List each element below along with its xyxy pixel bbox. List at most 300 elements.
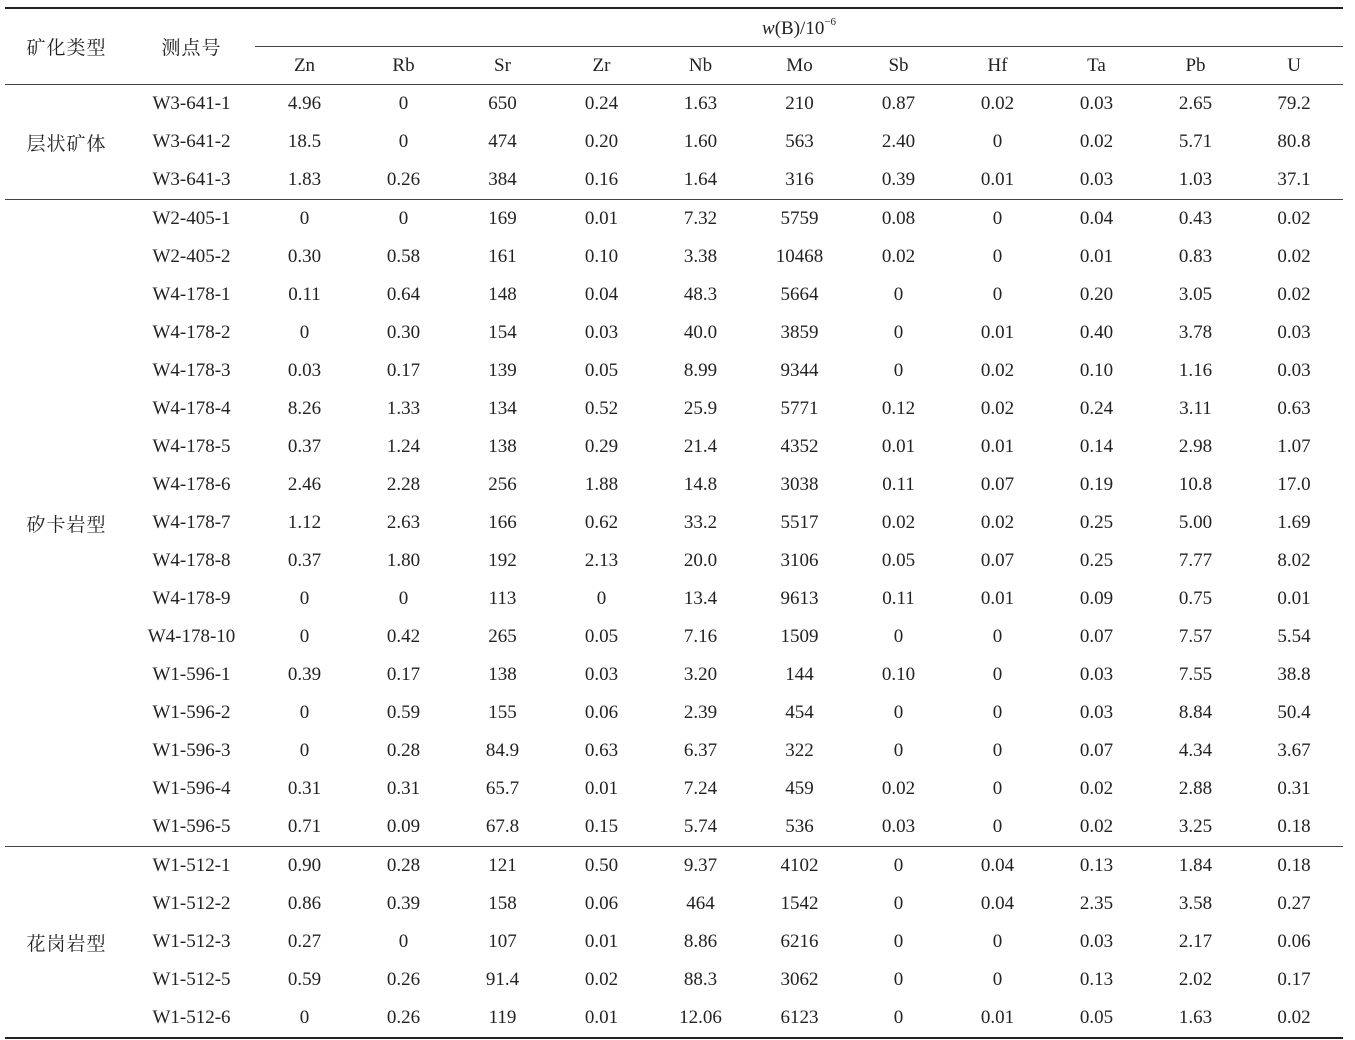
table-row <box>5 961 1343 999</box>
value-cell-mo: 3062 <box>780 969 819 990</box>
value-cell-zr: 0.06 <box>584 702 619 723</box>
value-cell-sr: 256 <box>488 474 517 495</box>
value-cell-zr: 0.62 <box>584 512 619 533</box>
value-cell-mo: 5517 <box>780 512 819 533</box>
point-id-cell: W4-178-10 <box>147 626 236 647</box>
table-row <box>5 885 1343 923</box>
table-row <box>5 390 1343 428</box>
value-cell-mo: 3038 <box>780 474 819 495</box>
value-cell-nb: 1.63 <box>651 85 750 124</box>
value-cell-mo: 3859 <box>780 322 819 343</box>
point-id-cell: W1-512-6 <box>128 999 255 1038</box>
value-cell-nb: 88.3 <box>683 969 718 990</box>
value-cell-pb: 7.55 <box>1178 664 1213 685</box>
value-cell-sr: 91.4 <box>485 969 520 990</box>
element-header-sr: Sr <box>453 47 552 85</box>
value-cell-u: 0.03 <box>1277 322 1311 343</box>
value-cell-pb: 5.00 <box>1178 512 1213 533</box>
value-cell-u: 3.67 <box>1277 740 1311 761</box>
table-row <box>5 808 1343 847</box>
point-number-header: 测点号 <box>128 8 255 85</box>
value-cell-sr: 138 <box>488 436 517 457</box>
value-cell-sr: 384 <box>488 169 517 190</box>
value-cell-u: 1.07 <box>1277 436 1311 457</box>
value-cell-zr: 0.50 <box>552 847 651 886</box>
value-cell-rb: 0.26 <box>354 999 453 1038</box>
element-header-pb: Pb <box>1146 47 1245 85</box>
value-cell-u: 37.1 <box>1277 169 1311 190</box>
value-cell-hf: 0 <box>992 740 1003 761</box>
value-cell-sr: 474 <box>488 131 517 152</box>
table-row <box>5 428 1343 466</box>
value-cell-zr: 0.05 <box>584 360 619 381</box>
value-cell-nb: 40.0 <box>683 322 718 343</box>
value-cell-nb: 7.32 <box>651 200 750 239</box>
value-cell-zn: 0.37 <box>287 550 322 571</box>
value-cell-zn: 0.39 <box>287 664 322 685</box>
value-cell-mo: 4102 <box>750 847 849 886</box>
value-cell-ta: 0.03 <box>1079 664 1114 685</box>
table-row <box>5 85 1343 124</box>
value-cell-u: 50.4 <box>1277 702 1311 723</box>
value-cell-u: 0.01 <box>1277 588 1311 609</box>
value-cell-mo: 1542 <box>780 893 819 914</box>
value-cell-zr: 0.01 <box>552 999 651 1038</box>
value-cell-ta: 0.07 <box>1079 626 1114 647</box>
value-cell-ta: 0.02 <box>1079 778 1114 799</box>
value-cell-nb: 5.74 <box>683 816 718 837</box>
value-cell-rb: 0.09 <box>386 816 421 837</box>
value-cell-hf: 0.02 <box>980 360 1015 381</box>
table-row <box>5 238 1343 276</box>
value-cell-zn: 0 <box>299 322 310 343</box>
value-cell-u: 0.02 <box>1277 284 1311 305</box>
value-cell-hf: 0 <box>992 626 1003 647</box>
value-cell-zn: 0.37 <box>287 436 322 457</box>
value-cell-mo: 5759 <box>750 200 849 239</box>
value-cell-zr: 2.13 <box>584 550 619 571</box>
value-cell-sr: 169 <box>453 200 552 239</box>
value-cell-zn: 4.96 <box>255 85 354 124</box>
value-cell-hf: 0.04 <box>948 847 1047 886</box>
value-cell-sr: 166 <box>488 512 517 533</box>
value-cell-zn: 0.90 <box>255 847 354 886</box>
value-cell-ta: 2.35 <box>1079 893 1114 914</box>
value-cell-sr: 155 <box>488 702 517 723</box>
value-cell-zr: 0.01 <box>552 200 651 239</box>
value-cell-zr: 0.03 <box>584 664 619 685</box>
value-cell-pb: 3.05 <box>1178 284 1213 305</box>
mineralization-type-cell: 矽卡岩型 <box>5 200 128 847</box>
value-cell-pb: 7.77 <box>1178 550 1213 571</box>
value-cell-rb: 0.28 <box>354 847 453 886</box>
table-row <box>5 923 1343 961</box>
value-cell-hf: 0.02 <box>980 398 1015 419</box>
value-cell-u: 0.18 <box>1277 816 1311 837</box>
value-cell-mo: 454 <box>785 702 814 723</box>
value-cell-rb: 0.58 <box>386 246 421 267</box>
value-cell-zn: 1.12 <box>287 512 322 533</box>
element-header-ta: Ta <box>1047 47 1146 85</box>
value-cell-sr: 139 <box>488 360 517 381</box>
point-id-cell: W3-641-3 <box>152 169 231 190</box>
element-header-u: U <box>1245 47 1343 85</box>
value-cell-nb: 33.2 <box>683 512 718 533</box>
value-cell-rb: 0 <box>398 931 409 952</box>
value-cell-zr: 0.05 <box>584 626 619 647</box>
value-cell-zn: 0 <box>255 999 354 1038</box>
table-row <box>5 200 1343 239</box>
unit-w: w <box>762 17 775 39</box>
value-cell-nb: 25.9 <box>683 398 718 419</box>
value-cell-pb: 2.02 <box>1178 969 1213 990</box>
value-cell-nb: 20.0 <box>683 550 718 571</box>
point-id-cell: W4-178-5 <box>152 436 231 457</box>
value-cell-hf: 0.07 <box>980 474 1015 495</box>
value-cell-pb: 3.78 <box>1178 322 1213 343</box>
value-cell-nb: 8.99 <box>683 360 718 381</box>
value-cell-hf: 0.04 <box>980 893 1015 914</box>
value-cell-hf: 0 <box>992 969 1003 990</box>
value-cell-rb: 1.33 <box>386 398 421 419</box>
value-cell-pb: 10.8 <box>1178 474 1213 495</box>
value-cell-ta: 0.03 <box>1079 931 1114 952</box>
point-id-cell: W1-596-5 <box>152 816 231 837</box>
point-id-cell: W1-512-5 <box>152 969 231 990</box>
value-cell-hf: 0 <box>992 778 1003 799</box>
value-cell-hf: 0.07 <box>980 550 1015 571</box>
value-cell-sr: 148 <box>488 284 517 305</box>
point-id-cell: W1-596-3 <box>152 740 231 761</box>
value-cell-hf: 0 <box>992 816 1003 837</box>
value-cell-rb: 0.31 <box>386 778 421 799</box>
value-cell-ta: 0.03 <box>1079 169 1114 190</box>
value-cell-ta: 0.01 <box>1079 246 1114 267</box>
value-cell-ta: 0.09 <box>1079 588 1114 609</box>
value-cell-sb: 0 <box>893 284 904 305</box>
value-cell-nb: 464 <box>686 893 715 914</box>
value-cell-sr: 134 <box>488 398 517 419</box>
point-id-cell: W3-641-1 <box>128 85 255 124</box>
value-cell-zn: 0.11 <box>288 284 321 305</box>
value-cell-hf: 0 <box>992 702 1003 723</box>
value-cell-zr: 0.06 <box>584 893 619 914</box>
value-cell-zn: 0.71 <box>287 816 322 837</box>
value-cell-hf: 0.01 <box>980 436 1015 457</box>
value-cell-zn: 0 <box>299 740 310 761</box>
point-id-cell: W4-178-6 <box>152 474 231 495</box>
value-cell-ta: 0.07 <box>1079 740 1114 761</box>
value-cell-hf: 0.02 <box>948 85 1047 124</box>
value-cell-mo: 316 <box>785 169 814 190</box>
table-row <box>5 542 1343 580</box>
value-cell-sr: 121 <box>453 847 552 886</box>
element-header-zr: Zr <box>552 47 651 85</box>
value-cell-zr: 0.16 <box>584 169 619 190</box>
value-cell-pb: 1.84 <box>1146 847 1245 886</box>
table-row <box>5 504 1343 542</box>
value-cell-zn: 0.03 <box>287 360 322 381</box>
value-cell-hf: 0.02 <box>980 512 1015 533</box>
value-cell-rb: 1.24 <box>386 436 421 457</box>
element-header-mo: Mo <box>750 47 849 85</box>
value-cell-nb: 13.4 <box>683 588 718 609</box>
value-cell-u: 0.06 <box>1277 931 1311 952</box>
value-cell-pb: 0.83 <box>1178 246 1213 267</box>
value-cell-sr: 67.8 <box>485 816 520 837</box>
value-cell-sb: 0.02 <box>881 246 916 267</box>
value-cell-rb: 2.63 <box>386 512 421 533</box>
value-cell-sr: 161 <box>488 246 517 267</box>
value-cell-u: 17.0 <box>1277 474 1311 495</box>
value-cell-sb: 0.05 <box>881 550 916 571</box>
value-cell-pb: 3.11 <box>1179 398 1212 419</box>
point-id-cell: W4-178-8 <box>152 550 231 571</box>
value-cell-rb: 2.28 <box>386 474 421 495</box>
value-cell-sb: 0.01 <box>881 436 916 457</box>
value-cell-rb: 0.26 <box>386 169 421 190</box>
value-cell-hf: 0 <box>992 931 1003 952</box>
value-cell-sr: 119 <box>453 999 552 1038</box>
point-id-cell: W4-178-9 <box>152 588 231 609</box>
value-cell-rb: 0.42 <box>386 626 421 647</box>
value-cell-rb: 0.30 <box>386 322 421 343</box>
value-cell-nb: 7.24 <box>683 778 718 799</box>
mineralization-type-cell: 花岗岩型 <box>5 847 128 1039</box>
element-header-nb: Nb <box>651 47 750 85</box>
value-cell-mo: 459 <box>785 778 814 799</box>
value-cell-ta: 0.02 <box>1079 131 1114 152</box>
value-cell-hf: 0.01 <box>948 999 1047 1038</box>
point-id-cell: W4-178-7 <box>152 512 231 533</box>
value-cell-nb: 1.64 <box>683 169 718 190</box>
value-cell-mo: 322 <box>785 740 814 761</box>
value-cell-zr: 1.88 <box>584 474 619 495</box>
value-cell-rb: 0.28 <box>386 740 421 761</box>
value-cell-hf: 0 <box>992 246 1003 267</box>
value-cell-rb: 0 <box>354 200 453 239</box>
value-cell-sr: 154 <box>488 322 517 343</box>
trace-element-table <box>5 7 1343 1039</box>
value-cell-pb: 1.16 <box>1178 360 1213 381</box>
value-cell-rb: 0.39 <box>386 893 421 914</box>
value-cell-sb: 0.11 <box>882 474 915 495</box>
value-cell-ta: 0.14 <box>1079 436 1114 457</box>
table-row <box>5 276 1343 314</box>
value-cell-mo: 6123 <box>750 999 849 1038</box>
value-cell-nb: 1.60 <box>683 131 718 152</box>
value-cell-zn: 0 <box>299 588 310 609</box>
value-cell-sb: 0 <box>893 931 904 952</box>
value-cell-pb: 1.03 <box>1178 169 1213 190</box>
value-cell-rb: 0 <box>398 588 409 609</box>
value-cell-zn: 0 <box>255 200 354 239</box>
value-cell-zr: 0.02 <box>584 969 619 990</box>
value-cell-u: 0.18 <box>1245 847 1343 886</box>
point-id-cell: W4-178-4 <box>152 398 231 419</box>
value-cell-sr: 650 <box>453 85 552 124</box>
value-cell-u: 0.27 <box>1277 893 1311 914</box>
value-cell-mo: 536 <box>785 816 814 837</box>
mineralization-type-cell: 层状矿体 <box>5 85 128 200</box>
value-cell-mo: 6216 <box>780 931 819 952</box>
value-cell-nb: 12.06 <box>651 999 750 1038</box>
value-cell-sb: 0 <box>893 360 904 381</box>
value-cell-sr: 192 <box>488 550 517 571</box>
element-header-sb: Sb <box>849 47 948 85</box>
value-cell-mo: 9613 <box>780 588 819 609</box>
value-cell-pb: 3.25 <box>1178 816 1213 837</box>
value-cell-sb: 0.02 <box>881 512 916 533</box>
value-cell-sb: 0.08 <box>849 200 948 239</box>
value-cell-nb: 21.4 <box>683 436 718 457</box>
value-cell-nb: 8.86 <box>683 931 718 952</box>
value-cell-zn: 2.46 <box>287 474 322 495</box>
value-cell-u: 0.02 <box>1277 246 1311 267</box>
value-cell-sr: 113 <box>488 588 517 609</box>
table-row <box>5 770 1343 808</box>
point-id-cell: W3-641-2 <box>152 131 231 152</box>
table-row <box>5 656 1343 694</box>
value-cell-sr: 158 <box>488 893 517 914</box>
value-cell-u: 0.03 <box>1277 360 1311 381</box>
value-cell-zn: 0 <box>299 702 310 723</box>
value-cell-pb: 0.43 <box>1146 200 1245 239</box>
point-id-cell: W1-596-2 <box>152 702 231 723</box>
value-cell-zn: 0.86 <box>287 893 322 914</box>
value-cell-sb: 0 <box>893 702 904 723</box>
value-cell-zn: 1.83 <box>287 169 322 190</box>
value-cell-zn: 0.59 <box>287 969 322 990</box>
table-row <box>5 999 1343 1038</box>
table-row <box>5 694 1343 732</box>
element-header-zn: Zn <box>255 47 354 85</box>
value-cell-ta: 0.13 <box>1047 847 1146 886</box>
value-cell-rb: 0 <box>354 85 453 124</box>
value-cell-zr: 0.29 <box>584 436 619 457</box>
value-cell-mo: 5771 <box>780 398 819 419</box>
point-id-cell: W4-178-3 <box>152 360 231 381</box>
value-cell-rb: 0.59 <box>386 702 421 723</box>
value-cell-ta: 0.25 <box>1079 512 1114 533</box>
value-cell-u: 38.8 <box>1277 664 1311 685</box>
value-cell-nb: 2.39 <box>683 702 718 723</box>
value-cell-mo: 3106 <box>780 550 819 571</box>
table-row <box>5 123 1343 161</box>
value-cell-ta: 0.19 <box>1079 474 1114 495</box>
value-cell-pb: 2.17 <box>1178 931 1213 952</box>
value-cell-pb: 2.88 <box>1178 778 1213 799</box>
value-cell-hf: 0.01 <box>980 322 1015 343</box>
value-cell-sb: 0 <box>893 322 904 343</box>
value-cell-nb: 6.37 <box>683 740 718 761</box>
value-cell-u: 5.54 <box>1277 626 1311 647</box>
value-cell-sb: 0.11 <box>882 588 915 609</box>
value-cell-ta: 0.03 <box>1047 85 1146 124</box>
value-cell-sb: 0 <box>893 740 904 761</box>
value-cell-sb: 2.40 <box>881 131 916 152</box>
value-cell-zn: 0.30 <box>287 246 322 267</box>
value-cell-sr: 138 <box>488 664 517 685</box>
value-cell-mo: 4352 <box>780 436 819 457</box>
value-cell-mo: 10468 <box>775 246 824 267</box>
value-cell-mo: 5664 <box>780 284 819 305</box>
table-row <box>5 352 1343 390</box>
value-cell-u: 0.17 <box>1277 969 1311 990</box>
value-cell-ta: 0.04 <box>1047 200 1146 239</box>
value-cell-hf: 0 <box>992 284 1003 305</box>
table-row <box>5 847 1343 886</box>
value-cell-mo: 9344 <box>780 360 819 381</box>
value-cell-mo: 1509 <box>780 626 819 647</box>
value-cell-hf: 0 <box>948 200 1047 239</box>
value-cell-nb: 3.20 <box>683 664 718 685</box>
value-cell-u: 79.2 <box>1245 85 1343 124</box>
point-id-cell: W1-596-4 <box>152 778 231 799</box>
value-cell-sb: 0 <box>849 847 948 886</box>
value-cell-zn: 18.5 <box>287 131 322 152</box>
value-cell-pb: 7.57 <box>1178 626 1213 647</box>
value-cell-sr: 265 <box>488 626 517 647</box>
value-cell-mo: 210 <box>750 85 849 124</box>
value-cell-rb: 0.17 <box>386 664 421 685</box>
point-id-cell: W1-512-2 <box>152 893 231 914</box>
value-cell-sb: 0.12 <box>881 398 916 419</box>
value-cell-zr: 0.01 <box>584 931 619 952</box>
unit-body: (B)/10 <box>774 17 825 39</box>
value-cell-pb: 8.84 <box>1178 702 1213 723</box>
value-cell-sb: 0.39 <box>881 169 916 190</box>
value-cell-zr: 0.52 <box>584 398 619 419</box>
value-cell-hf: 0 <box>992 131 1003 152</box>
point-id-cell: W2-405-2 <box>152 246 231 267</box>
value-cell-zr: 0.20 <box>584 131 619 152</box>
value-cell-sr: 65.7 <box>485 778 520 799</box>
table-row <box>5 732 1343 770</box>
unit-exponent: −6 <box>824 15 837 28</box>
value-cell-pb: 3.58 <box>1178 893 1213 914</box>
value-cell-hf: 0 <box>992 664 1003 685</box>
value-cell-pb: 4.34 <box>1178 740 1213 761</box>
value-cell-zn: 0.31 <box>287 778 322 799</box>
value-cell-hf: 0.01 <box>980 588 1015 609</box>
value-cell-sb: 0 <box>893 969 904 990</box>
value-cell-zr: 0.63 <box>584 740 619 761</box>
value-cell-sb: 0.87 <box>849 85 948 124</box>
value-cell-zn: 0.27 <box>287 931 322 952</box>
table-row <box>5 466 1343 504</box>
value-cell-ta: 0.03 <box>1079 702 1114 723</box>
value-cell-ta: 0.13 <box>1079 969 1114 990</box>
value-cell-nb: 14.8 <box>683 474 718 495</box>
value-cell-mo: 563 <box>785 131 814 152</box>
value-cell-zr: 0.04 <box>584 284 619 305</box>
value-cell-rb: 0.64 <box>386 284 421 305</box>
value-cell-sb: 0.10 <box>881 664 916 685</box>
table-row <box>5 314 1343 352</box>
element-header-hf: Hf <box>948 47 1047 85</box>
point-id-cell: W1-512-1 <box>128 847 255 886</box>
value-cell-rb: 0 <box>398 131 409 152</box>
element-header-rb: Rb <box>354 47 453 85</box>
value-cell-zr: 0 <box>596 588 607 609</box>
value-cell-pb: 2.65 <box>1146 85 1245 124</box>
value-cell-sb: 0 <box>849 999 948 1038</box>
value-cell-nb: 9.37 <box>651 847 750 886</box>
value-cell-ta: 0.40 <box>1079 322 1114 343</box>
value-cell-ta: 0.02 <box>1079 816 1114 837</box>
value-cell-pb: 0.75 <box>1178 588 1213 609</box>
